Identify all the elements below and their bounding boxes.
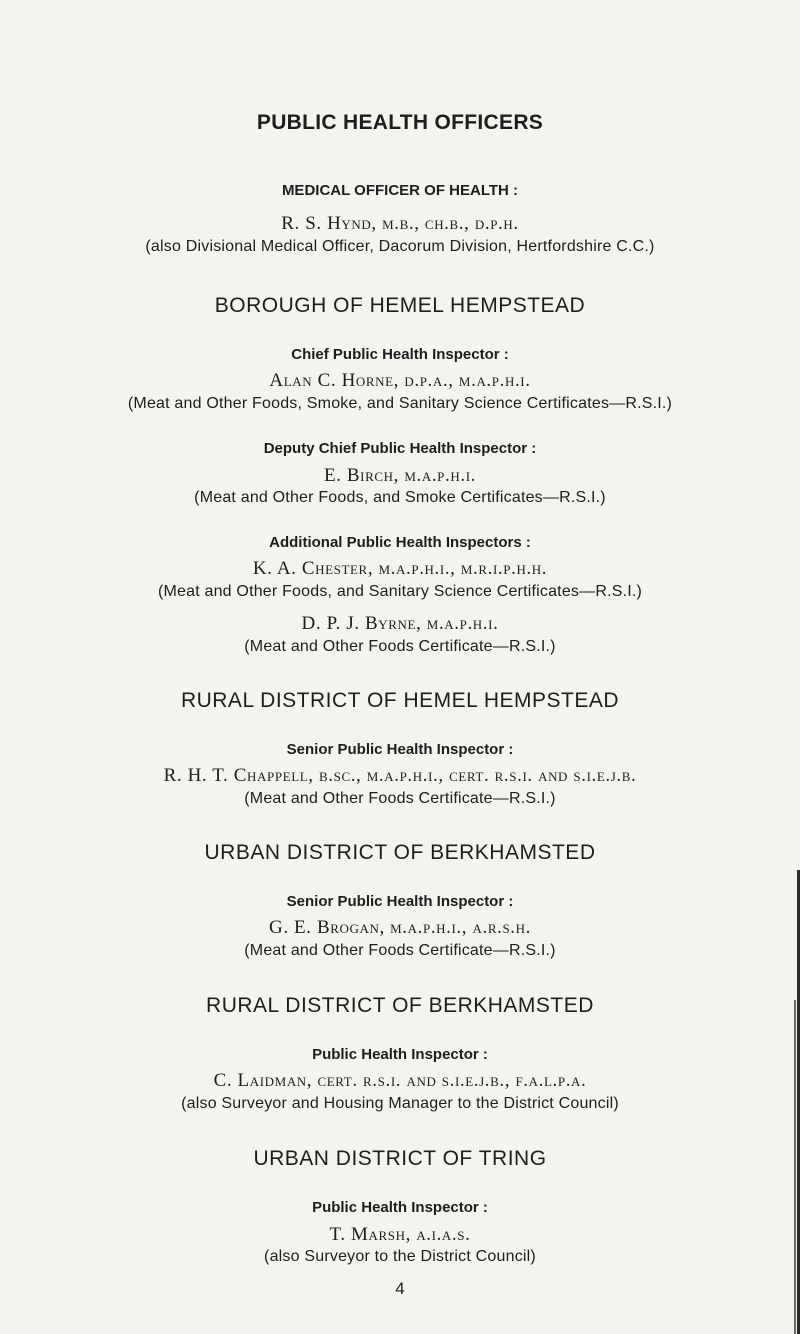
urban-tring-note: (also Surveyor to the District Council)	[264, 1248, 536, 1265]
borough-chief-role: Chief Public Health Inspector :	[291, 346, 509, 363]
borough-deputy-name: E. Birch, m.a.p.h.i.	[324, 465, 476, 486]
rural-berk-heading: RURAL DISTRICT OF BERKHAMSTED	[206, 994, 594, 1017]
rural-berk-name: C. Laidman, cert. r.s.i. and s.i.e.j.b., f.a.l.p.a.	[213, 1070, 587, 1091]
borough-additional-role: Additional Public Health Inspectors :	[269, 534, 531, 551]
urban-tring-role: Public Health Inspector :	[312, 1199, 488, 1216]
urban-tring-heading: URBAN DISTRICT OF TRING	[253, 1147, 547, 1170]
rural-hemel-name: R. H. T. Chappell, b.sc., m.a.p.h.i., cert. r.s.i. and s.i.e.j.b.	[163, 765, 637, 786]
borough-deputy-role: Deputy Chief Public Health Inspector :	[263, 440, 537, 457]
borough-heading: BOROUGH OF HEMEL HEMPSTEAD	[214, 294, 586, 317]
rural-berk-note: (also Surveyor and Housing Manager to the District Council)	[181, 1095, 619, 1112]
moh-role: MEDICAL OFFICER OF HEALTH :	[281, 182, 519, 199]
borough-additional-note-1: (Meat and Other Foods, and Sanitary Science Certificates—R.S.I.)	[157, 583, 643, 600]
borough-additional-name-2: D. P. J. Byrne, m.a.p.h.i.	[301, 613, 499, 634]
rural-berk-role: Public Health Inspector :	[312, 1046, 488, 1063]
moh-name: R. S. Hynd, m.b., ch.b., d.p.h.	[281, 213, 519, 234]
moh-note: (also Divisional Medical Officer, Dacorum Division, Hertfordshire C.C.)	[145, 238, 655, 255]
rural-hemel-heading: RURAL DISTRICT OF HEMEL HEMPSTEAD	[180, 689, 620, 712]
page-number: 4	[395, 1279, 405, 1298]
borough-deputy-note: (Meat and Other Foods, and Smoke Certificates—R.S.I.)	[194, 489, 606, 506]
urban-tring-name: T. Marsh, a.i.a.s.	[329, 1224, 471, 1245]
page-edge-line	[794, 1000, 796, 1334]
borough-chief-name: Alan C. Horne, d.p.a., m.a.p.h.i.	[269, 370, 531, 391]
rural-hemel-note: (Meat and Other Foods Certificate—R.S.I.)	[244, 790, 556, 807]
borough-chief-note: (Meat and Other Foods, Smoke, and Sanitary Science Certificates—R.S.I.)	[127, 395, 673, 412]
borough-additional-note-2: (Meat and Other Foods Certificate—R.S.I.)	[244, 638, 556, 655]
urban-berk-heading: URBAN DISTRICT OF BERKHAMSTED	[204, 841, 596, 864]
borough-additional-name-1: K. A. Chester, m.a.p.h.i., m.r.i.p.h.h.	[252, 558, 548, 579]
urban-berk-role: Senior Public Health Inspector :	[286, 893, 514, 910]
rural-hemel-role: Senior Public Health Inspector :	[286, 741, 514, 758]
urban-berk-name: G. E. Brogan, m.a.p.h.i., a.r.s.h.	[269, 917, 531, 938]
urban-berk-note: (Meat and Other Foods Certificate—R.S.I.)	[244, 942, 556, 959]
page-title: PUBLIC HEALTH OFFICERS	[256, 111, 544, 134]
